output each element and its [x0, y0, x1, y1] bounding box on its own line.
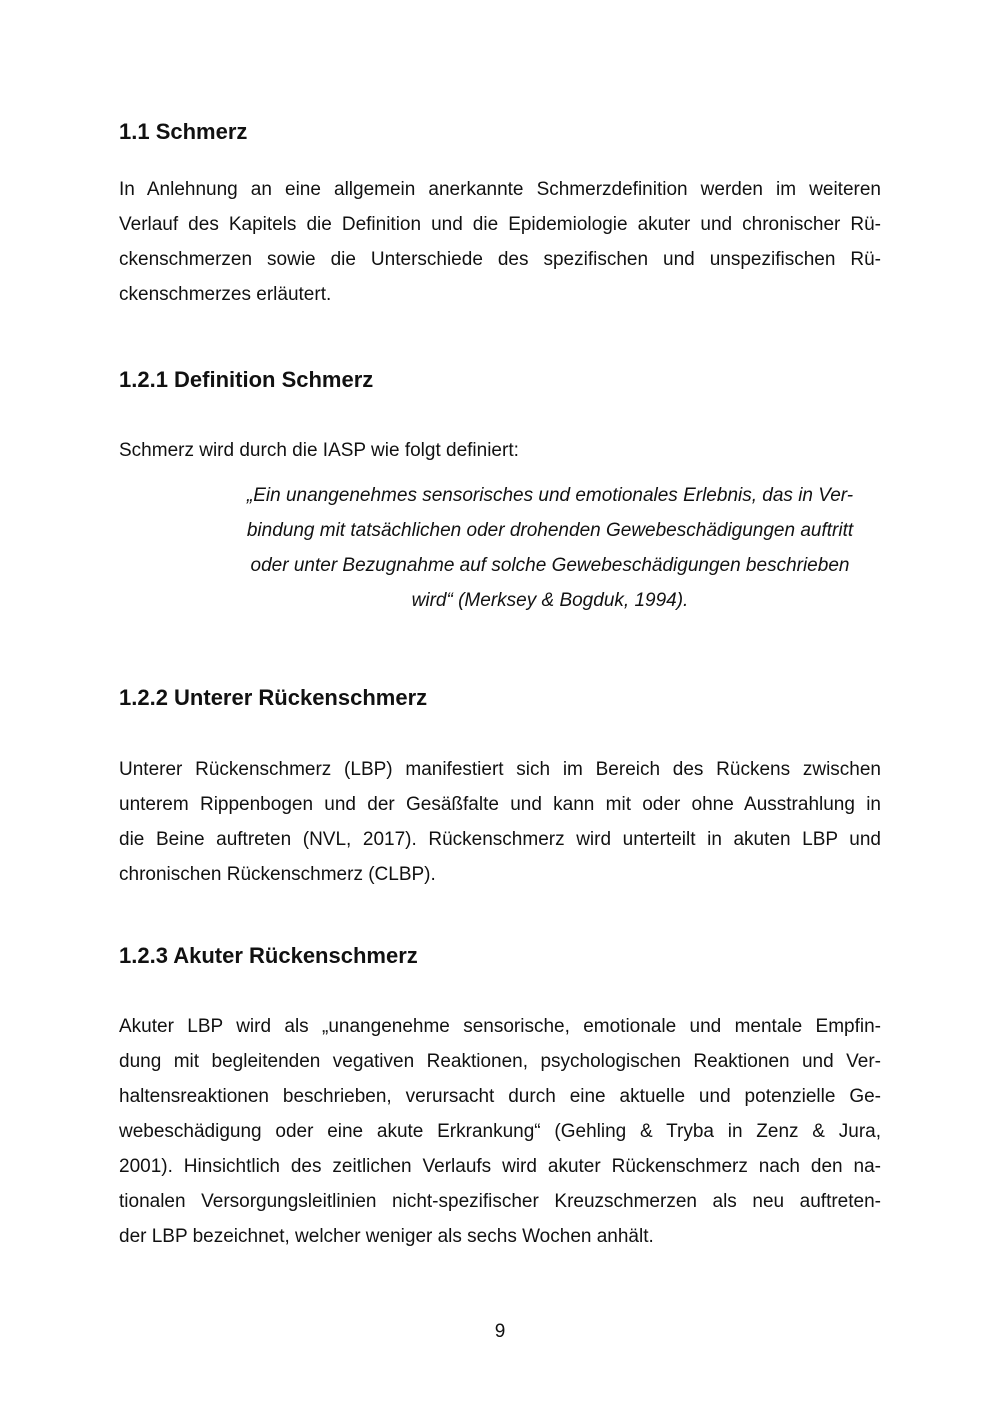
paragraph-akuter-rueckenschmerz: [119, 1009, 881, 1254]
text-line: tionalen Versorgungsleitlinien nicht-spezifischer Kreuzschmerzen als neu auftreten-: [119, 1191, 881, 1212]
text-line: die Beine auftreten (NVL, 2017). Rückenschmerz wird unterteilt in akuten LBP und: [119, 829, 881, 850]
paragraph-unterer-rueckenschmerz: [119, 752, 881, 892]
quote-line: bindung mit tatsächlichen oder drohenden Gewebeschädigungen auftritt: [246, 520, 854, 541]
definition-intro: Schmerz wird durch die IASP wie folgt definiert:: [119, 440, 519, 461]
section-heading-1-2-1: 1.2.1 Definition Schmerz: [119, 367, 374, 392]
quote-line: „Ein unangenehmes sensorisches und emotionales Erlebnis, das in Ver-: [246, 485, 854, 506]
quote-line: wird“ (Merksey & Bogduk, 1994).: [411, 590, 689, 611]
text-line: dung mit begleitenden vegativen Reaktionen, psychologischen Reaktionen und Ver-: [119, 1051, 881, 1072]
text-line: ckenschmerzen sowie die Unterschiede des spezifischen und unspezifischen Rü-: [119, 249, 881, 270]
text-line: Akuter LBP wird als „unangenehme sensorische, emotionale und mentale Empfin-: [119, 1016, 881, 1037]
paragraph-schmerz: [119, 172, 881, 312]
text-line: webeschädigung oder eine akute Erkrankung“ (Gehling & Tryba in Zenz & Jura,: [119, 1121, 881, 1142]
text-line: In Anlehnung an eine allgemein anerkannte Schmerzdefinition werden im weiteren: [119, 179, 881, 200]
page-number: 9: [494, 1321, 506, 1342]
text-line: der LBP bezeichnet, welcher weniger als sechs Wochen anhält.: [119, 1226, 654, 1247]
section-heading-1-2-2: 1.2.2 Unterer Rückenschmerz: [119, 685, 428, 710]
text-line: ckenschmerzes erläutert.: [119, 284, 332, 305]
section-heading-1-2-3: 1.2.3 Akuter Rückenschmerz: [119, 943, 418, 968]
text-line: Verlauf des Kapitels die Definition und die Epidemiologie akuter und chronischer Rü-: [119, 214, 881, 235]
text-line: Unterer Rückenschmerz (LBP) manifestiert sich im Bereich des Rückens zwischen: [119, 759, 881, 780]
text-line: 2001). Hinsichtlich des zeitlichen Verlaufs wird akuter Rückenschmerz nach den na-: [119, 1156, 881, 1177]
text-line: unterem Rippenbogen und der Gesäßfalte und kann mit oder ohne Ausstrahlung in: [119, 794, 881, 815]
definition-quote: [220, 478, 880, 618]
text-line: haltensreaktionen beschrieben, verursacht durch eine aktuelle und potenzielle Ge-: [119, 1086, 881, 1107]
section-heading-1-1: 1.1 Schmerz: [119, 119, 248, 144]
quote-line: oder unter Bezugnahme auf solche Gewebeschädigungen beschrieben: [250, 555, 850, 576]
text-line: chronischen Rückenschmerz (CLBP).: [119, 864, 436, 885]
